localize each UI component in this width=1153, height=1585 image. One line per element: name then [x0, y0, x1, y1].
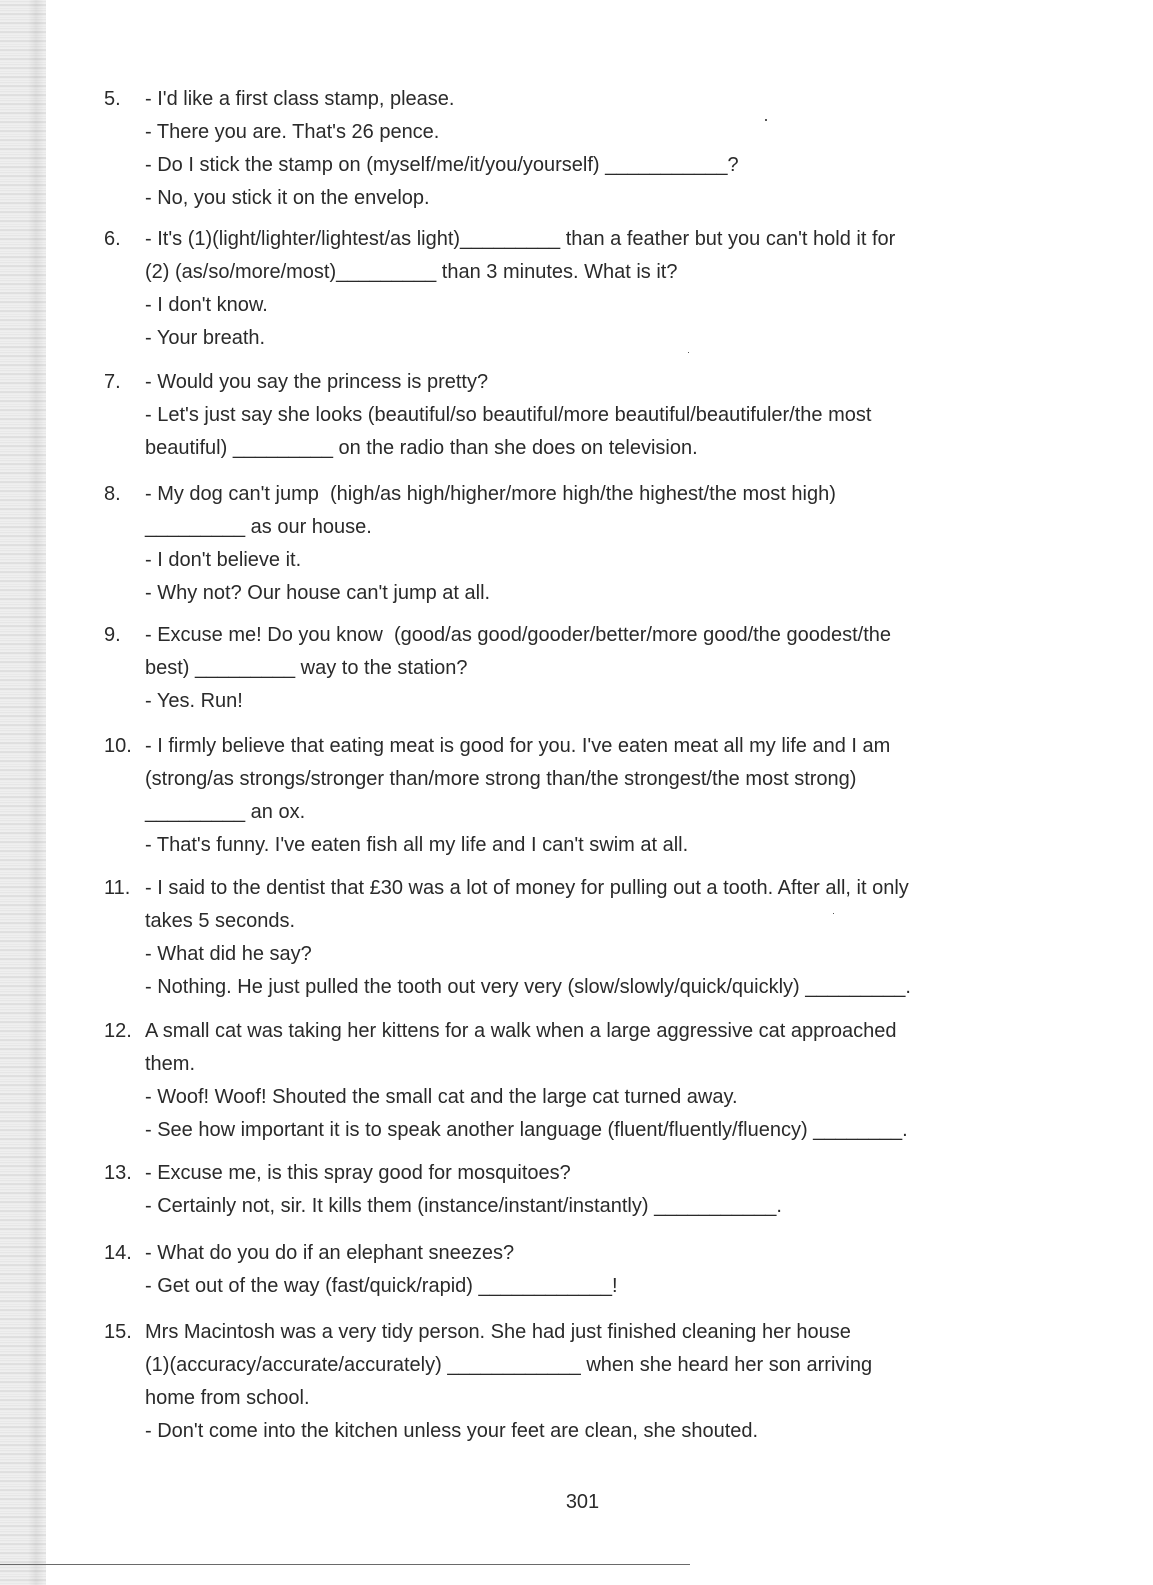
question-line: (1)(accuracy/accurate/accurately) ____________ when she heard her son arriving — [145, 1354, 873, 1376]
question-line: - It's (1)(light/lighter/lightest/as light)_________ than a feather but you can't hold it for — [145, 228, 896, 250]
question-line: - That's funny. I've eaten fish all my life and I can't swim at all. — [145, 834, 689, 856]
question-line: (2) (as/so/more/most)_________ than 3 minutes. What is it? — [145, 261, 678, 283]
question-number: 14. — [104, 1242, 132, 1264]
question-line: - My dog can't jump (high/as high/higher/more high/the highest/the most high) — [145, 483, 836, 505]
question-number: 13. — [104, 1162, 132, 1184]
question-line: - See how important it is to speak another language (fluent/fluently/fluency) ________. — [145, 1119, 908, 1141]
question-line: _________ an ox. — [145, 801, 306, 823]
question-line: home from school. — [145, 1387, 310, 1409]
question-line: - Do I stick the stamp on (myself/me/it/you/yourself) ___________? — [145, 154, 739, 176]
question-line: - I firmly believe that eating meat is good for you. I've eaten meat all my life and I am — [145, 735, 891, 757]
question-line: - I'd like a first class stamp, please. — [145, 88, 455, 110]
question-number: 11. — [104, 877, 131, 899]
question-line: best) _________ way to the station? — [145, 657, 468, 679]
question-line: - Get out of the way (fast/quick/rapid) ____________! — [145, 1275, 618, 1297]
question-line: - I said to the dentist that £30 was a lot of money for pulling out a tooth. After all, it only — [145, 877, 909, 899]
scan-speck — [833, 913, 834, 914]
question-number: 6. — [104, 228, 121, 250]
question-line: - Excuse me! Do you know (good/as good/gooder/better/more good/the goodest/the — [145, 624, 892, 646]
question-line: _________ as our house. — [145, 516, 372, 538]
question-line: them. — [145, 1053, 196, 1075]
question-number: 7. — [104, 371, 121, 393]
question-line: Mrs Macintosh was a very tidy person. She had just finished cleaning her house — [145, 1321, 851, 1343]
question-line: - No, you stick it on the envelop. — [145, 187, 430, 209]
question-line: - I don't believe it. — [145, 549, 302, 571]
question-number: 15. — [104, 1321, 132, 1343]
scan-speck — [688, 352, 689, 353]
question-line: - Let's just say she looks (beautiful/so beautiful/more beautiful/beautifuler/the most — [145, 404, 872, 426]
question-line: - Certainly not, sir. It kills them (instance/instant/instantly) ___________. — [145, 1195, 782, 1217]
question-number: 9. — [104, 624, 121, 646]
spine-shadow — [28, 0, 44, 1585]
question-line: - There you are. That's 26 pence. — [145, 121, 440, 143]
question-line: - Woof! Woof! Shouted the small cat and the large cat turned away. — [145, 1086, 738, 1108]
question-line: takes 5 seconds. — [145, 910, 296, 932]
scan-speck — [765, 119, 767, 121]
question-line: - Your breath. — [145, 327, 266, 349]
question-line: - Would you say the princess is pretty? — [145, 371, 489, 393]
question-line: A small cat was taking her kittens for a walk when a large aggressive cat approached — [145, 1020, 897, 1042]
question-line: - Why not? Our house can't jump at all. — [145, 582, 491, 604]
question-line: beautiful) _________ on the radio than she does on television. — [145, 437, 698, 459]
question-line: - What did he say? — [145, 943, 312, 965]
question-line: - What do you do if an elephant sneezes? — [145, 1242, 515, 1264]
question-line: - I don't know. — [145, 294, 268, 316]
page-number: 301 — [565, 1491, 600, 1513]
question-line: (strong/as strongs/stronger than/more strong than/the strongest/the most strong) — [145, 768, 857, 790]
question-number: 10. — [104, 735, 132, 757]
question-number: 8. — [104, 483, 121, 505]
question-number: 5. — [104, 88, 121, 110]
question-line: - Don't come into the kitchen unless your feet are clean, she shouted. — [145, 1420, 759, 1442]
question-number: 12. — [104, 1020, 132, 1042]
question-line: - Excuse me, is this spray good for mosquitoes? — [145, 1162, 571, 1184]
question-line: - Nothing. He just pulled the tooth out very very (slow/slowly/quick/quickly) _________. — [145, 976, 911, 998]
question-line: - Yes. Run! — [145, 690, 243, 712]
bottom-rule — [0, 1564, 690, 1565]
